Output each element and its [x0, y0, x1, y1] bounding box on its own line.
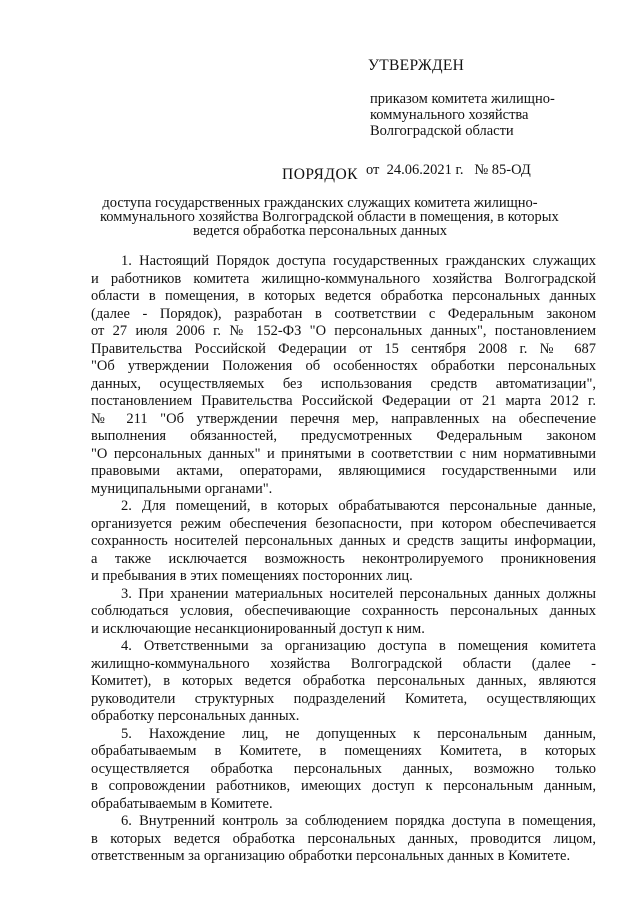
- approval-issuer-line: коммунального хозяйства: [370, 107, 529, 123]
- paragraph-line: в которых ведется обработка персональных данных, проводится лицом,: [91, 830, 596, 847]
- approval-block: [366, 58, 606, 178]
- paragraph-line: а также исключается возможность неконтролируемого проникновения: [91, 550, 596, 567]
- paragraph-6: [91, 813, 596, 866]
- paragraph-line: 4. Ответственными за организацию доступа в помещения комитета: [121, 638, 596, 654]
- subtitle-line: коммунального хозяйства Волгоградской области в помещения, в которых: [100, 209, 559, 225]
- paragraph-1: [91, 253, 596, 498]
- document-body: [91, 253, 596, 866]
- paragraph-line: и работников комитета жилищно-коммунального хозяйства Волгоградской: [91, 270, 596, 287]
- paragraph-line: и исключающие несанкционированный доступ к ним.: [91, 620, 425, 637]
- paragraph-line: ответственным за организацию обработки персональных данных в Комитете.: [91, 848, 571, 864]
- paragraph-4: [91, 638, 596, 726]
- document-title: ПОРЯДОК: [282, 166, 358, 183]
- paragraph-line: осуществляется обработка персональных данных, возможно только: [91, 760, 596, 777]
- paragraph-line: выполнения обязанностей, предусмотренных Федеральным законом: [91, 428, 596, 444]
- paragraph-line: правовыми актами, операторами, являющимися государственными или: [91, 463, 596, 479]
- approval-date-number: от 24.06.2021 г. № 85-ОД: [366, 162, 531, 178]
- paragraph-line: 3. При хранении материальных носителей персональных данных должны: [121, 585, 596, 602]
- paragraph-line: (далее - Порядок), разработан в соответствии с Федеральным законом: [91, 305, 596, 322]
- approval-issuer-line: Волгоградской области: [370, 123, 514, 139]
- document-subtitle: [100, 195, 559, 239]
- paragraph-line: муниципальными органами".: [91, 480, 273, 497]
- approval-issuer: [370, 91, 606, 139]
- paragraph-2: [91, 498, 596, 586]
- paragraph-line: 2. Для помещений, в которых обрабатываются персональные данные,: [121, 498, 596, 514]
- paragraph-line: 6. Внутренний контроль за соблюдением порядка доступа в помещения,: [121, 813, 596, 829]
- paragraph-line: от 27 июля 2006 г. № 152-ФЗ "О персональных данных", постановлением: [91, 323, 596, 339]
- paragraph-line: № 211 "Об утверждении перечня мер, направленных на обеспечение: [91, 410, 596, 427]
- subtitle-line: ведется обработка персональных данных: [192, 223, 448, 239]
- paragraph-line: постановлением Правительства Российской Федерации от 21 марта 2012 г.: [91, 393, 596, 409]
- paragraph-line: в сопровождении работников, имеющих доступ к персональным данным,: [91, 778, 596, 794]
- paragraph-line: 5. Нахождение лиц, не допущенных к персональным данным,: [121, 725, 596, 742]
- paragraph-line: соблюдаться условия, обеспечивающие сохранность персональных данных: [91, 603, 596, 619]
- paragraph-line: обработку персональных данных.: [91, 708, 300, 724]
- paragraph-line: сохранность носителей персональных данных и средств защиты информации,: [91, 533, 596, 549]
- paragraph-line: жилищно-коммунального хозяйства Волгоградской области (далее -: [91, 655, 596, 672]
- paragraph-line: обрабатываемым в Комитете.: [91, 795, 273, 812]
- paragraph-line: 1. Настоящий Порядок доступа государственных гражданских служащих: [121, 253, 596, 269]
- paragraph-5: [91, 726, 596, 814]
- paragraph-line: области в помещения, в которых ведется обработка персональных данных: [91, 288, 596, 304]
- subtitle-line: доступа государственных гражданских служащих комитета жилищно-: [102, 195, 538, 211]
- paragraph-line: "Об утверждении Положения об особенностях обработки персональных: [91, 358, 596, 374]
- paragraph-line: "О персональных данных" и принятыми в соответствии с ним нормативными: [91, 445, 596, 462]
- paragraph-line: Комитет), в которых ведется обработка персональных данных, являются: [91, 673, 596, 689]
- paragraph-line: обрабатываемым в Комитете, в помещениях Комитета, в которых: [91, 743, 596, 759]
- paragraph-line: организуется режим обеспечения безопасности, при котором обеспечивается: [91, 515, 596, 532]
- approval-issuer-line: приказом комитета жилищно-: [370, 91, 555, 107]
- paragraph-line: и пребывания в этих помещениях посторонних лиц.: [91, 568, 413, 584]
- paragraph-line: руководители структурных подразделений Комитета, осуществляющих: [91, 690, 596, 707]
- paragraph-line: Правительства Российской Федерации от 15 сентября 2008 г. № 687: [91, 340, 596, 357]
- paragraph-line: данных, осуществляемых без использования средств автоматизации",: [91, 375, 596, 392]
- approval-stamp: УТВЕРЖДЕН: [368, 57, 465, 74]
- paragraph-3: [91, 586, 596, 639]
